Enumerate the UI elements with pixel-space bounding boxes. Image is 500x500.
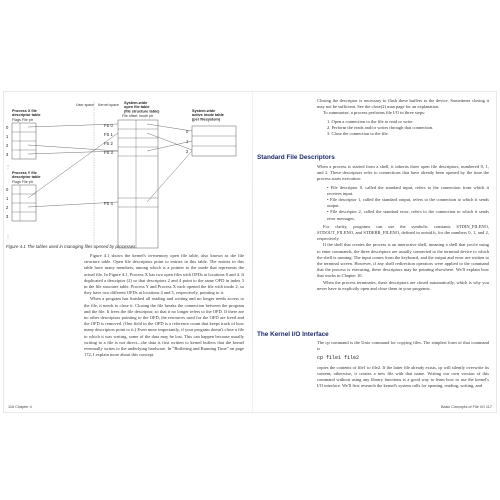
process-y-col-flags: Flags xyxy=(12,180,21,184)
fs-label-4: FS 4 xyxy=(104,201,113,206)
fs-label-1: FS 1 xyxy=(104,132,113,137)
book-spread xyxy=(4,92,496,412)
steps-list xyxy=(317,119,489,138)
process-y-row-ellipsis: ⋮ xyxy=(6,234,11,239)
bullet-stdin: • File descriptor 0, called the standard input, refers to the connection from which it receives input. xyxy=(327,184,489,196)
fs-label-3: FS 3 xyxy=(104,150,113,155)
header-inode-table: System-wide active inode table (per filesystem) xyxy=(192,109,224,122)
fs-label-0: FS 0 xyxy=(104,123,113,128)
left-para-2: When a program has finished all reading and writing and no longer needs access to the file, it needs to close it. Closing the file breaks the connection between the program and the file. It frees the file descriptor, so that it no longer refers to the OFD. If there are no other descriptors pointing to the OFD, the resources used for the OFD are freed and the OFD is removed. (One field in the OFD is a reference count that keeps track of how many descriptors point to it.) Even more importantly, if your program doesn't close a file to which it was writing, some of the data may be lost. This can happen because usually writing to a file is not direct—the data is first written to kernel buffers that the kernel eventually writes to the underlying hardware. In "Buffering and Running Time" on page 172, I explain more about this concept. xyxy=(84,296,244,358)
figure-caption: Figure 4.1 The tables used in managing files opened by processes xyxy=(6,244,136,249)
process-y-table xyxy=(12,185,36,221)
inode-table xyxy=(192,126,236,156)
footer-left: 116 Chapter 4 xyxy=(8,405,32,409)
std-after-1: For clarity, programs can use the symbolic constants STDIN_FILENO, STDOUT_FILENO, and STDERR_FILENO, defined in unistd.h, for the numbers 0, 1, and 2, respectively. xyxy=(317,223,489,242)
heading-kernel-io: The Kernel I/O Interface xyxy=(257,331,329,338)
std-after-3: When the process terminates, these descriptors are closed automatically, which is why you never have to explicitly open and close them in your programs. xyxy=(317,279,489,291)
header-user-space: User space xyxy=(76,103,95,107)
header-file-offset: File offset xyxy=(122,114,138,118)
cp-after: copies the contents of file1 to file2. If the latter file already exists, cp will silently overwrite its content; otherwise, it creates a new file with that name. Writing our own version of this command without using any library functions is a good way to learn how to use the kernel's I/O interface. We'll first research the kernel's system calls for opening, reading, writing, and xyxy=(317,364,489,389)
bullet-stdout: • File descriptor 1, called the standard output, refers to the connection to which it sends output. xyxy=(327,197,489,209)
left-page xyxy=(4,92,252,412)
header-inode-ptr: Inode ptr xyxy=(139,114,154,118)
header-kernel-space: Kernel space xyxy=(98,103,119,107)
right-intro xyxy=(317,98,489,139)
step-3: 3. Close the connection to the file. xyxy=(327,131,389,137)
process-x-title: Process X file descriptor table xyxy=(12,109,41,118)
fs-label-2: FS 2 xyxy=(104,141,113,146)
step-2: 2. Perform the reads and/or writes through that connection. xyxy=(327,124,434,130)
footer-right: Basic Concepts of File I/O 117 xyxy=(440,405,492,409)
process-x-row-1: 1 xyxy=(6,134,9,139)
process-y-col-fileptr: File ptr xyxy=(22,180,33,184)
file-tables-figure xyxy=(6,98,250,252)
process-x-col-fileptr: File ptr xyxy=(22,118,33,122)
process-x-col-flags: Flags xyxy=(12,118,21,122)
process-y-row-3: 3 xyxy=(6,214,9,219)
process-y-title: Process Y file descriptor table xyxy=(12,171,41,180)
open-file-table xyxy=(118,120,158,248)
process-y-row-1: 1 xyxy=(6,196,9,201)
process-x-row-3: 3 xyxy=(6,152,9,157)
header-open-file-table: System-wide open file table (file structure table) xyxy=(124,101,160,114)
process-x-row-ellipsis: ⋮ xyxy=(6,164,11,169)
left-para-1: Figure 4.1 shows the kernel's in-memory open file table, also known as the file structure table. Open file descriptors point to entries in this table. The entries in this table have many members, among which is a pointer to the inode that represents the actual file. In Figure 4.1, Process X has two open files with OFDs at locations 0 and 4. It duplicated a descriptor (2) so that descriptors 2 and 4 point to the same OFD in index 3 in the file structure table. Process Y and Process X each opened the file with inode 2, so they have two different OFDs at locations 4 and 5, respectively, pointing to it. xyxy=(84,253,244,296)
std-intro: When a process is started from a shell, it inherits three open file descriptors, numbered 0, 1, and 2. These descriptors refer to connections that have already been opened by the time the process starts execution: xyxy=(317,164,489,182)
std-fd-bullets xyxy=(317,185,489,222)
inode-row-0: 0 xyxy=(186,129,189,134)
heading-standard-fds: Standard File Descriptors xyxy=(257,154,335,161)
process-y-row-0: 0 xyxy=(6,187,9,192)
right-para-2: To summarize, a process performs file I/O in three steps: xyxy=(323,110,426,116)
left-body xyxy=(84,253,244,358)
process-x-row-2: 2 xyxy=(6,143,9,148)
inode-row-2: 2 xyxy=(186,149,189,154)
process-y-row-2: 2 xyxy=(6,205,9,210)
right-para-1: Closing the descriptor is necessary to flush these buffers to the device. Sometimes closing it may not be sufficient. See the close(2) man page for an explanation. xyxy=(317,98,489,110)
cp-intro: The cp command is the Unix command for copying files. The simplest form of that command is xyxy=(317,340,489,352)
kernel-io-section xyxy=(317,340,489,389)
process-x-table xyxy=(12,123,36,159)
bullet-stderr: • File descriptor 2, called the standard error, refers to the connection to which it sends error messages. xyxy=(327,209,489,221)
step-1: 1. Open a connection to the file to read or write. xyxy=(327,118,414,124)
cp-code: cp file1 file2 xyxy=(317,355,360,362)
std-after-2: If the shell that creates the process is an interactive shell, meaning a shell that you're using to enter commands, the three descriptors are usually connected to the terminal device to which the shell is running. The input comes from the keyboard, and the output and error are written to the terminal screen. However, if any shell redirection operators were applied to the command that the process is executing, these descriptors may be pointing elsewhere. We'll explain how that works in Chapter 10. xyxy=(317,242,489,279)
inode-row-1: 1 xyxy=(186,139,189,144)
right-page xyxy=(253,92,496,412)
std-fd-section xyxy=(317,164,489,292)
process-x-row-0: 0 xyxy=(6,125,9,130)
